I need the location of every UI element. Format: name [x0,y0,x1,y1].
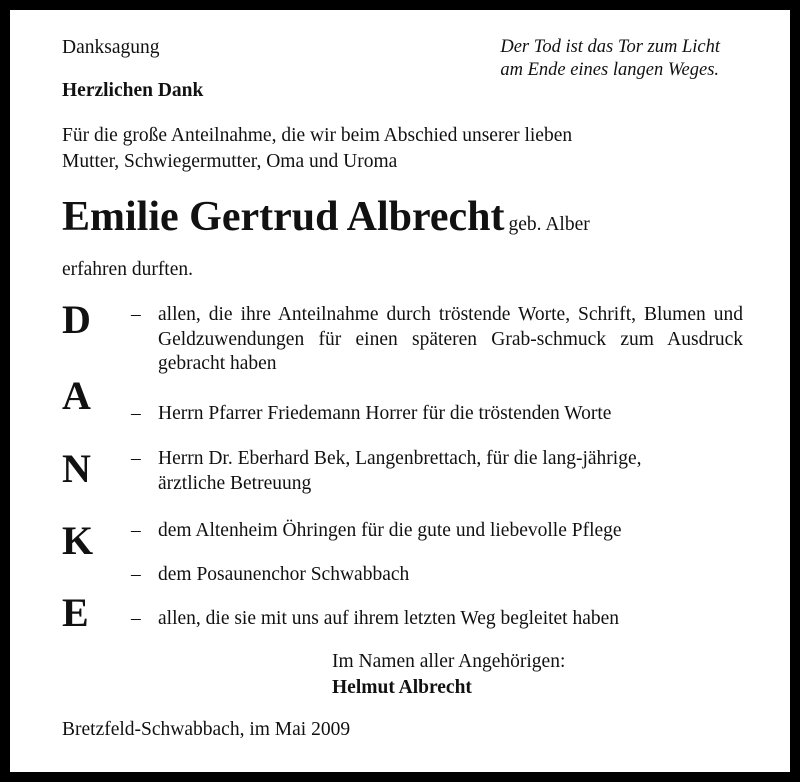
thanks-item-3: Herrn Dr. Eberhard Bek, Langenbrettach, für die lang-jährige, ärztliche Betreuung [158,448,642,494]
place-date: Bretzfeld-Schwabbach, im Mai 2009 [62,719,351,740]
thanks-item-6: allen, die sie mit uns auf ihrem letzten Weg begleitet haben [158,608,620,629]
item-dash-6: – [131,608,141,629]
intro-line-2: Mutter, Schwiegermutter, Oma und Uroma [62,151,398,172]
motto-quote [500,36,720,82]
thanks-item-2: Herrn Pfarrer Friedemann Horrer für die tröstenden Worte [158,403,612,424]
item-dash-5: – [131,564,141,585]
deceased-name: Emilie Gertrud Albrecht [62,194,505,240]
danke-letter-n: N [62,446,91,491]
item-dash-1: – [131,304,141,325]
danke-letter-k: K [62,518,94,563]
notice-type-heading: Danksagung [62,37,160,58]
notice-subheading: Herzlichen Dank [62,80,204,101]
item-dash-2: – [131,403,141,424]
danke-letter-d: D [62,297,91,342]
thanks-item-5: dem Posaunenchor Schwabbach [158,564,410,585]
signature-intro: Im Namen aller Angehörigen: [332,651,566,672]
signature-name: Helmut Albrecht [332,677,472,698]
after-name-text: erfahren durften. [62,259,194,280]
birth-name: geb. Alber [508,214,590,235]
obituary-card [10,10,790,772]
thanks-item-4: dem Altenheim Öhringen für die gute und liebevolle Pflege [158,520,622,541]
motto-line-2: am Ende eines langen Weges. [500,60,720,80]
deceased-name-line [62,193,590,241]
item-dash-4: – [131,520,141,541]
intro-line-1: Für die große Anteilnahme, die wir beim Abschied unserer lieben [62,125,573,146]
danke-letter-a: A [62,373,91,418]
thanks-item-1: allen, die ihre Anteilnahme durch tröstende Worte, Schrift, Blumen und Geldzuwendungen für einen späteren Grab-schmuck zum Ausdruck gebracht haben [158,304,743,374]
danke-letter-e: E [62,590,89,635]
motto-line-1: Der Tod ist das Tor zum Licht [500,37,720,57]
item-dash-3: – [131,448,141,469]
